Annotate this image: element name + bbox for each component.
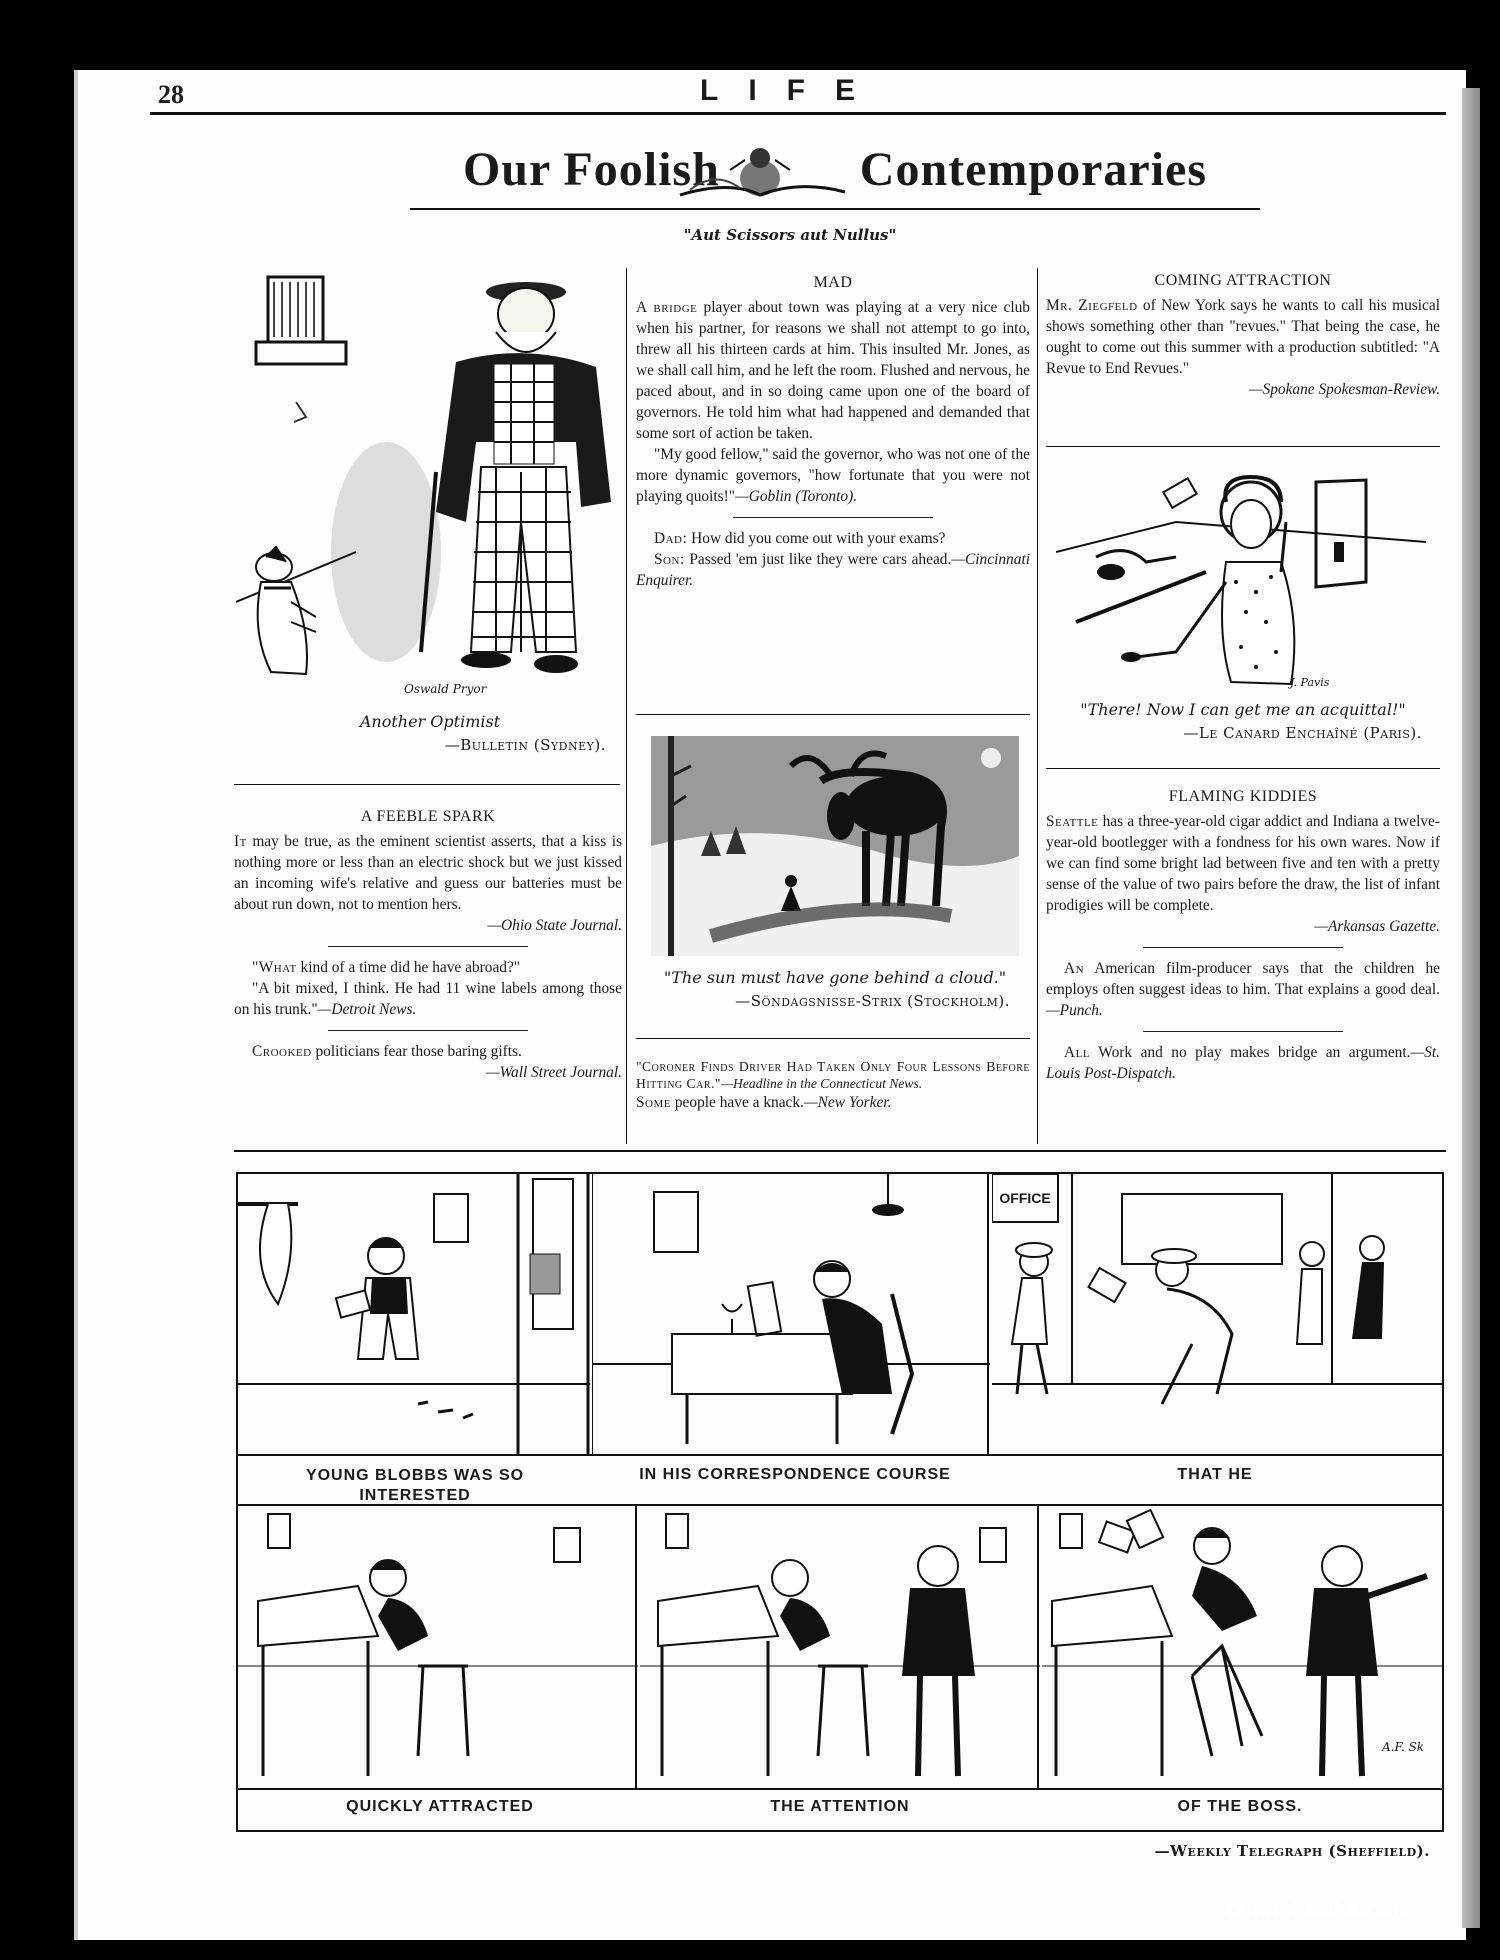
mad-p2: "My good fellow," said the governor, who was not one of the more dynamic governors, "how fortunate that you were not playing quoits!" — [636, 446, 1030, 505]
coroner-headline: "Coroner Finds Driver Had Taken Only Four Lessons Before Hitting Car." — [636, 1059, 1030, 1091]
cartoon-source: —Bulletin (Sydney). — [444, 736, 606, 754]
column-divider-2 — [1037, 268, 1038, 1144]
comic-panel-1 — [238, 1174, 590, 1454]
coroner-body: people have a knack. — [671, 1094, 804, 1111]
flaming-kiddies-article: FLAMING KIDDIES Seattle has a three-year-old cigar addict and Indiana a twelve-year-old bootlegger with a fondness for his own wares. Now if we can find some bright lad between five and ten with a pretty sense of the value of two pairs before the draw, the list of infant prodigies will be complete. —Arkansas Gazette. An American film-producer says that the children he employs often suggest ideas to him. That explains a good deal.—Punch. All Work and no play makes bridge an argument.—St. Louis Post-Dispatch. — [1046, 788, 1440, 1082]
short-rule — [328, 1030, 528, 1031]
cartoon-signature: J. Pavis — [1290, 676, 1330, 689]
header-rule — [150, 112, 1446, 115]
comic-signature: A.F. Sk — [1382, 1740, 1425, 1754]
short-rule — [733, 517, 933, 518]
flaming-heading: FLAMING KIDDIES — [1168, 788, 1318, 805]
section-title-right: Contemporaries — [859, 143, 1208, 196]
son-line: Passed 'em just like they were cars ahead. — [684, 551, 952, 568]
work-source: —St. Louis Post-Dispatch. — [1046, 1044, 1440, 1082]
coming-body: of New York says he wants to call his musical shows something other than "revues." That being the case, he ought to come out this summer with a production subtitled: "A Revue to End Revues." — [1046, 297, 1440, 377]
column-divider-1 — [626, 268, 627, 1144]
mad-source: —Goblin (Toronto). — [735, 488, 858, 505]
crooked-source: —Wall Street Journal. — [485, 1064, 622, 1081]
page-edge-shadow — [1462, 88, 1480, 1928]
dad-line: How did you come out with your exams? — [687, 530, 946, 547]
moose-cartoon — [651, 736, 1019, 956]
work-body: Work and no play makes bridge an argument. — [1090, 1044, 1411, 1061]
cartoon-caption: Another Optimist — [359, 712, 501, 731]
film-body: American film-producer says that the children he employs often suggest ideas to him. That explains a good deal. — [1046, 960, 1440, 998]
col3-divider-b — [1046, 768, 1440, 769]
col3-divider-a — [1046, 446, 1440, 447]
coroner-article: "Coroner Finds Driver Had Taken Only Four Lessons Before Hitting Car."—Headline in the Connecticut News. Some people have a knack.—New Yorker. — [636, 1059, 1030, 1111]
comic-caption-3: THAT HE — [1177, 1466, 1253, 1483]
canard-source: —Le Canard Enchaîné (Paris). — [1183, 724, 1422, 742]
feeble-spark-source: —Ohio State Journal. — [487, 917, 622, 934]
woman-bathroom-cartoon — [1056, 462, 1436, 692]
mad-article: MAD A bridge player about town was playing at a very nice club when his partner, for reasons we shall not attempt to go into, threw all his thirteen cards at him. This insulted Mr. Jones, as we shall call him, and he left the room. Flushed and nervous, he paced about, and in so doing came upon one of the board of governors. He told him what had happened and demanded that some sort of action be taken. "My good fellow," said the governor, who was not one of the more dynamic governors, "how fortunate that you were not playing quoits!"—Goblin (Toronto). Dad: How did you come out with your exams? Son: Passed 'em just like they were cars ahead.—Cincinnati Enquirer. — [636, 274, 1031, 589]
comic-row2-baseline — [238, 1788, 1442, 1790]
comic-row1-baseline — [238, 1454, 1442, 1456]
comic-source: —Weekly Telegraph (Sheffield). — [1154, 1842, 1430, 1860]
office-sign: OFFICE — [999, 1190, 1051, 1206]
title-underline — [410, 208, 1260, 210]
comic-caption-4: QUICKLY ATTRACTED — [346, 1798, 534, 1815]
cupid-ornament-icon — [670, 140, 850, 210]
comic-panel-2 — [592, 1174, 990, 1454]
comic-top-rule — [234, 1150, 1446, 1152]
dad-source: —Cincinnati Enquirer. — [636, 551, 1030, 589]
short-rule — [1143, 947, 1343, 948]
col2-divider-a — [636, 714, 1030, 715]
crooked-body: politicians fear those baring gifts. — [311, 1043, 522, 1060]
coming-source: —Spokane Spokesman-Review. — [1248, 381, 1440, 398]
comic-caption-1: YOUNG BLOBBS WAS SO INTERESTED — [305, 1467, 525, 1504]
comic-caption-5: THE ATTENTION — [770, 1798, 910, 1815]
old-man-with-dog-cartoon — [236, 272, 616, 692]
coming-attraction-article: COMING ATTRACTION Mr. Ziegfeld of New York says he wants to call his musical shows something other than "revues." That being the case, he ought to come out this summer with a production subtitled: "A Revue to End Revues." —Spokane Spokesman-Review. — [1046, 272, 1440, 398]
flaming-body: has a three-year-old cigar addict and Indiana a twelve-year-old bootlegger with a fondness for his own wares. Now if we can find some bright lad between five and ten with a pretty sense of the value of two pairs before the draw, the list of infant prodigies will be complete. — [1046, 813, 1440, 914]
short-rule — [328, 946, 528, 947]
flaming-source: —Arkansas Gazette. — [1314, 918, 1440, 935]
coming-heading: COMING ATTRACTION — [1154, 272, 1332, 289]
mad-p1: player about town was playing at a very nice club when his partner, for reasons we shall not attempt to go into, threw all his thirteen cards at him. This insulted Mr. Jones, as we shall call him, and he left the room. Flushed and nervous, he paced about, and in so doing came upon one of the board of governors. He told him what had happened and demanded that some sort of action be taken. — [636, 299, 1031, 442]
mad-heading: MAD — [813, 274, 853, 291]
comic-caption-2: IN HIS CORRESPONDENCE COURSE — [639, 1466, 951, 1483]
col2-divider-b — [636, 1038, 1030, 1039]
abroad-line1: kind of a time did he have abroad?" — [296, 959, 521, 976]
coroner-source: —New Yorker. — [803, 1094, 892, 1111]
site-watermark: comicbooks.com — [1226, 1896, 1413, 1921]
moose-caption: "The sun must have gone behind a cloud." — [663, 968, 1007, 987]
feeble-spark-body: may be true, as the eminent scientist asserts, that a kiss is nothing more or less than an electric shock but we just kissed an incoming wife's relative and guess our batteries must be about run down, not to mention hers. — [234, 833, 622, 913]
section-title-left: Our Foolish — [462, 143, 720, 196]
comic-panel-3 — [992, 1174, 1442, 1454]
abroad-line2: "A bit mixed, I think. He had 11 wine labels among those on his trunk." — [234, 980, 622, 1018]
film-source: —Punch. — [1046, 1002, 1103, 1019]
section-motto: "Aut Scissors aut Nullus" — [683, 226, 897, 244]
comic-panel-4 — [238, 1506, 638, 1788]
coroner-headline-source: —Headline in the Connecticut News. — [720, 1076, 923, 1091]
cartoon-signature: Oswald Pryor — [404, 682, 487, 696]
col1-divider — [234, 784, 620, 785]
comic-caption-6: OF THE BOSS. — [1177, 1798, 1303, 1815]
moose-source: —Söndagsnisse-Strix (Stockholm). — [735, 992, 1010, 1010]
canard-caption: "There! Now I can get me an acquittal!" — [1080, 700, 1406, 719]
comic-panel-5 — [640, 1506, 1040, 1788]
feeble-spark-heading: A FEEBLE SPARK — [360, 808, 496, 825]
page-number: 28 — [158, 80, 184, 109]
short-rule — [1143, 1031, 1343, 1032]
feeble-spark-article: A FEEBLE SPARK It may be true, as the eminent scientist asserts, that a kiss is nothing more or less than an electric shock but we just kissed an incoming wife's relative and guess our batteries must be about run down, not to mention hers. —Ohio State Journal. "What kind of a time did he have abroad?" "A bit mixed, I think. He had 11 wine labels among those on his trunk."—Detroit News. Crooked politicians fear those baring gifts. —Wall Street Journal. — [234, 808, 622, 1081]
magazine-masthead: LIFE — [700, 74, 885, 107]
abroad-source: —Detroit News. — [317, 1001, 417, 1018]
